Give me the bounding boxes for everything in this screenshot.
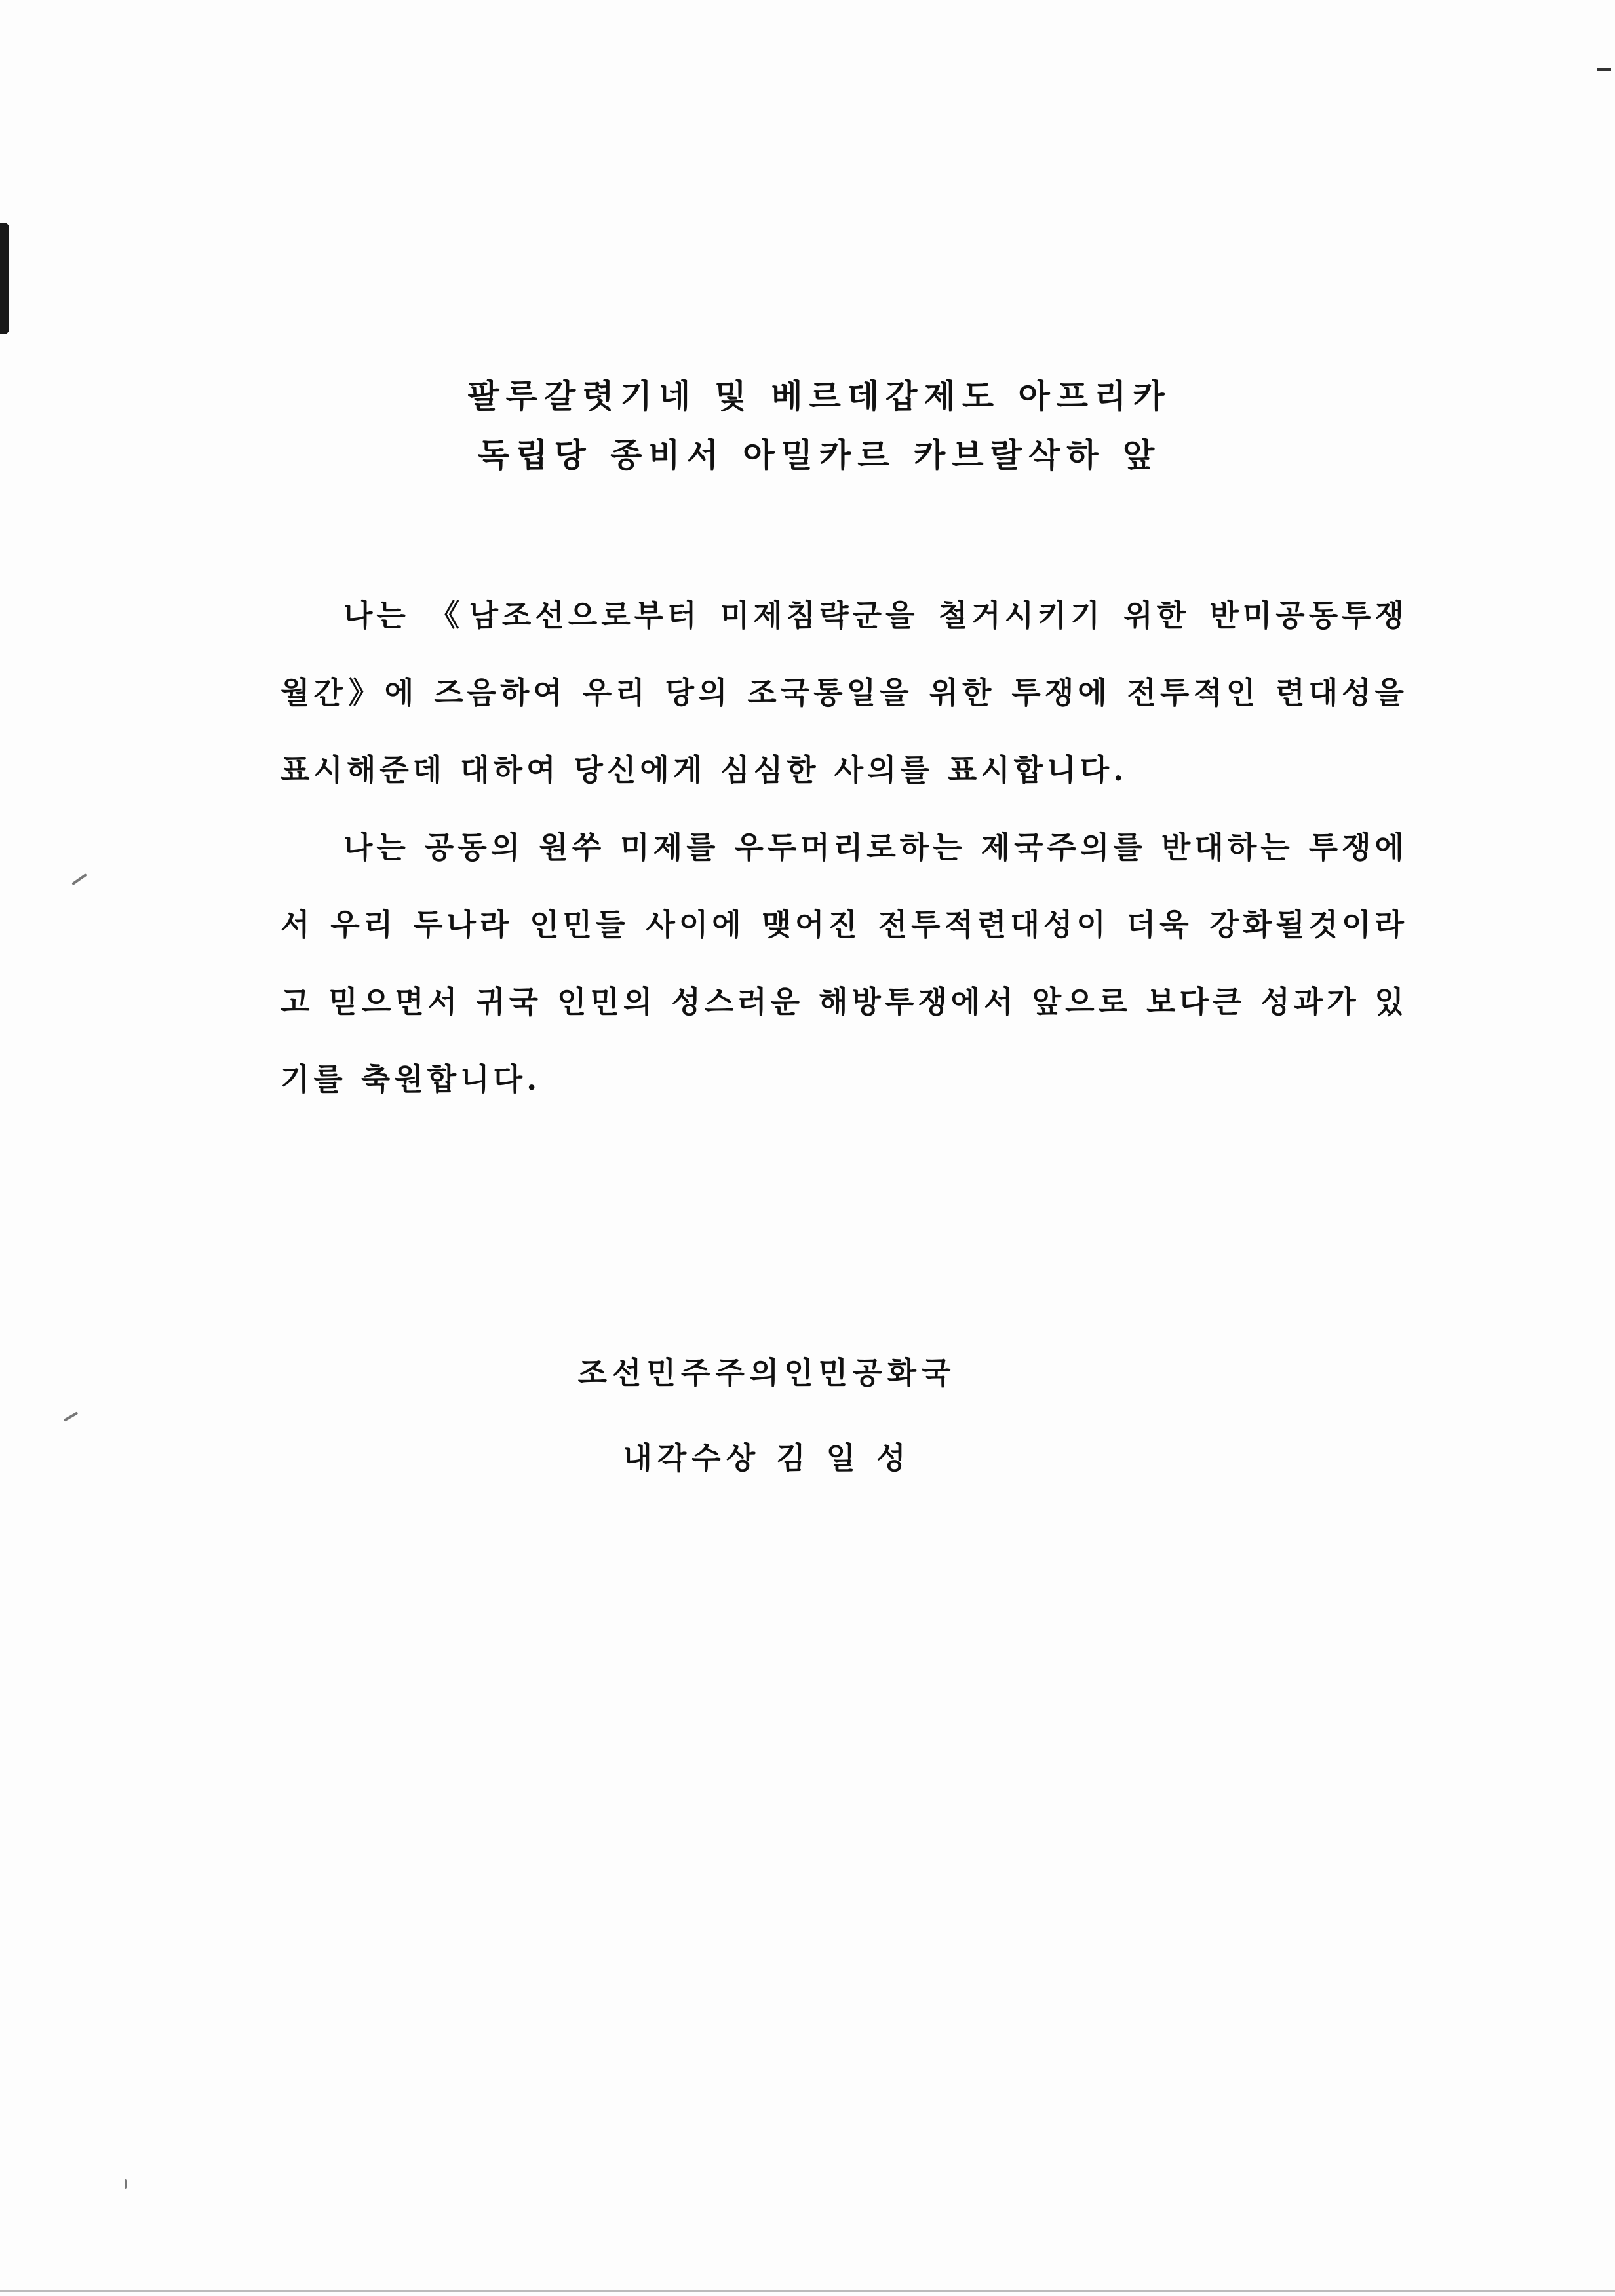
scan-speck (64, 1411, 79, 1421)
signature-name: 내각수상 김 일 성 (623, 1440, 911, 1476)
title-line: 팔루갈렷기네 및 베르데갑제도 아프리카 (467, 377, 1171, 415)
scan-speck (71, 873, 87, 885)
scan-speck (125, 2179, 127, 2189)
body-paragraph: 나는 《남조선으로부터 미제침략군을 철거시키기 위한 반미공동투쟁월간》에 즈음하여 우리 당의 조국통일을 위한 투쟁에 전투적인 련대성을 표시해준데 대하여 당신에게 심심한 사의를 표시합니다. (281, 598, 1409, 788)
title-line: 독립당 종비서 아밀카르 카브랄삭하 앞 (477, 436, 1161, 474)
signature-block (537, 1330, 996, 1501)
document-body (281, 577, 1408, 1118)
scan-edge-mark (0, 223, 9, 334)
signature-country: 조선민주주의인민공화국 (577, 1355, 956, 1390)
body-paragraph: 나는 공동의 원쑤 미제를 우두머리로하는 제국주의를 반대하는 투쟁에서 우리 두나라 인민들 사이에 맺어진 전투적련대성이 더욱 강화될것이라고 믿으면서 귀국 인민의 성스러운 해방투쟁에서 앞으로 보다큰 성과가 있기를 축원합니다. (281, 830, 1408, 1097)
scan-edge-dash (1597, 68, 1611, 71)
document-title (393, 367, 1245, 485)
scan-bottom-rule (0, 2290, 1615, 2292)
